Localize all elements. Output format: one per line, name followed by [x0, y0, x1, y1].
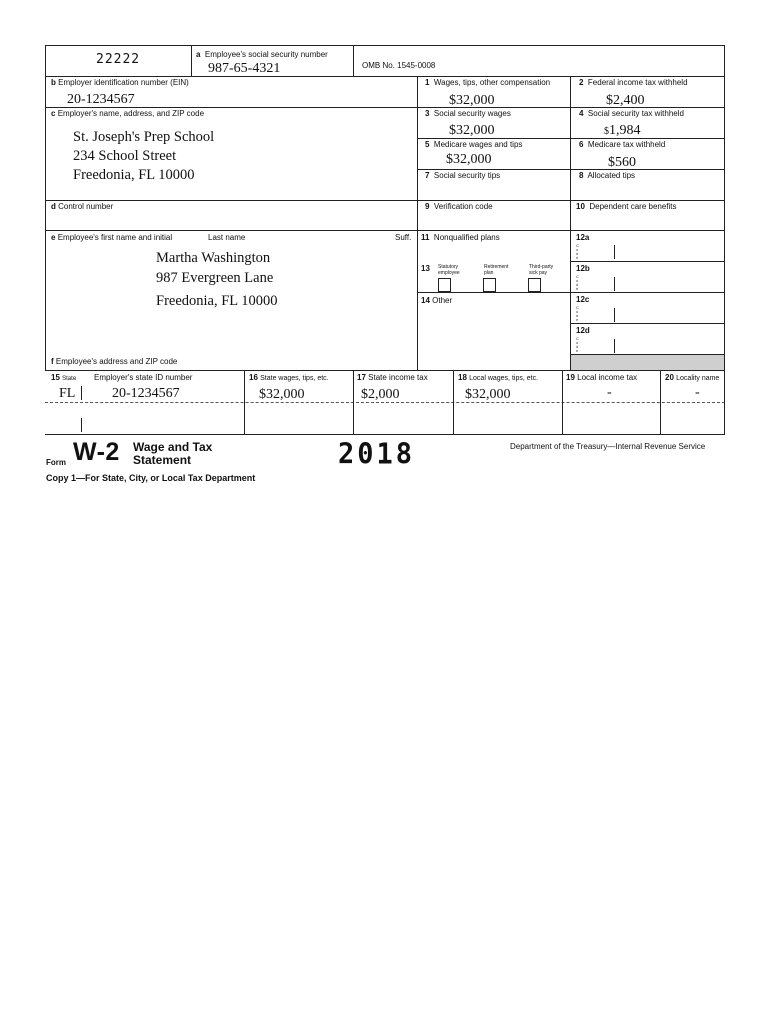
box-8-label	[579, 171, 635, 181]
box-1-label	[425, 78, 550, 88]
box-5-number: 5	[425, 140, 430, 149]
box-c-label	[51, 109, 204, 119]
shaded-area	[571, 355, 724, 370]
box-f-label	[51, 357, 177, 367]
box-19-label	[566, 373, 637, 383]
box-15-label-text: State	[62, 376, 77, 382]
box-e-label-text: Employee's first name and initial	[57, 233, 173, 242]
box-20-label-text: Locality name	[676, 375, 720, 382]
box-c-letter: c	[51, 109, 56, 118]
rule-a-omb	[353, 45, 354, 76]
rule-row-b	[45, 76, 725, 77]
rule-17-18	[453, 370, 454, 434]
box-e-label	[51, 233, 172, 243]
box-19-value[interactable]: -	[607, 385, 612, 400]
box-8-label-text: Allocated tips	[587, 171, 636, 180]
state-sep-2	[81, 418, 82, 432]
rule-mid-right-split	[570, 76, 571, 370]
ssn-value[interactable]: 987-65-4321	[208, 61, 281, 76]
box-6-value[interactable]: $560	[608, 155, 636, 170]
employer-address-line2[interactable]: 234 School Street	[73, 148, 177, 164]
third-party-sick-pay-checkbox[interactable]	[528, 278, 541, 292]
box-4-number: 4	[579, 109, 584, 118]
rule-void-a	[191, 45, 192, 76]
rule-row-7	[417, 169, 725, 170]
form-title-line1: Wage and Tax	[133, 440, 213, 454]
box-12c-number: 12c	[576, 295, 590, 304]
box-3-value[interactable]: $32,000	[449, 123, 495, 138]
code-sep-12d	[614, 339, 615, 353]
employer-address-line3[interactable]: Freedonia, FL 10000	[73, 167, 195, 183]
box-10-label-text: Dependent care benefits	[589, 202, 677, 211]
box-12d-label	[576, 326, 590, 336]
box-6-number: 6	[579, 140, 584, 149]
box-14-number: 14	[421, 296, 430, 305]
box-14-label-text: Other	[432, 296, 453, 305]
box-13-number: 13	[421, 264, 430, 273]
box-11-label	[421, 233, 500, 243]
code-sep-12a	[614, 245, 615, 259]
box-4-value[interactable]	[604, 123, 641, 140]
box-20-label	[665, 373, 719, 384]
box-16-number: 16	[249, 373, 258, 382]
rule-12b	[570, 261, 725, 262]
box-1-number: 1	[425, 78, 430, 87]
rule-16-17	[353, 370, 354, 434]
box-3-number: 3	[425, 109, 430, 118]
box-d-label-text: Control number	[58, 202, 114, 211]
box-12a-label	[576, 233, 589, 243]
box-a-letter: a	[196, 50, 201, 59]
employee-name[interactable]: Martha Washington	[156, 250, 271, 266]
employer-name-line1[interactable]: St. Joseph's Prep School	[73, 129, 215, 145]
box-12a-number: 12a	[576, 233, 590, 242]
box-3-label-text: Social security wages	[433, 109, 511, 118]
box-9-label	[425, 202, 493, 212]
form-right-border	[724, 45, 725, 434]
box-17-number: 17	[357, 373, 366, 382]
box-13-label	[421, 264, 430, 274]
box-15-number: 15	[51, 373, 60, 382]
box-d-letter: d	[51, 202, 56, 211]
box-c-label-text: Employer's name, address, and ZIP code	[57, 109, 205, 118]
form-name: W-2	[73, 438, 120, 466]
box-12d-number: 12d	[576, 326, 590, 335]
box-20-value[interactable]: -	[695, 385, 700, 400]
box-12c-code-caption: Code	[576, 305, 579, 322]
box-b-letter: b	[51, 78, 56, 87]
state-id-label: Employer's state ID number	[94, 373, 193, 382]
box-8-number: 8	[579, 171, 584, 180]
code-sep-12c	[614, 308, 615, 322]
last-name-label: Last name	[208, 233, 246, 242]
department-label: Department of the Treasury—Internal Revenue Service	[510, 442, 706, 451]
box-7-label	[425, 171, 500, 181]
box-4-label-text: Social security tax withheld	[587, 109, 684, 118]
box-b-label	[51, 78, 189, 88]
form-top-border	[45, 45, 725, 46]
box-12b-label	[576, 264, 590, 274]
box-6-label-text: Medicare tax withheld	[587, 140, 666, 149]
box-b-label-text: Employer identification number (EIN)	[58, 78, 189, 87]
third-party-sick-pay-label: Third-party sick pay	[529, 264, 554, 276]
box-1-value[interactable]: $32,000	[449, 93, 495, 108]
box-12b-number: 12b	[576, 264, 590, 273]
retirement-plan-label: Retirement plan	[484, 264, 509, 276]
box-11-number: 11	[421, 233, 430, 242]
box-5-label	[425, 140, 522, 150]
void-code: 22222	[96, 52, 141, 67]
rule-row-d	[45, 200, 725, 201]
box-15-label	[51, 373, 76, 384]
rule-19-20	[660, 370, 661, 434]
box-19-number: 19	[566, 373, 575, 382]
rule-row-15	[45, 370, 725, 371]
box-9-label-text: Verification code	[433, 202, 493, 211]
box-4-label	[579, 109, 684, 119]
suffix-label: Suff.	[395, 233, 412, 242]
box-18-label	[458, 373, 538, 384]
state-id-value[interactable]: 20-1234567	[112, 386, 180, 401]
box-7-number: 7	[425, 171, 430, 180]
box-2-number: 2	[579, 78, 584, 87]
form-word: Form	[46, 458, 66, 467]
box-18-number: 18	[458, 373, 467, 382]
box-17-label-text: State income tax	[368, 373, 428, 382]
rule-row-e	[45, 230, 725, 231]
box-12d-code-caption: Code	[576, 336, 579, 353]
code-sep-12b	[614, 277, 615, 291]
box-1-label-text: Wages, tips, other compensation	[433, 78, 551, 87]
box-9-number: 9	[425, 202, 430, 211]
box-16-value[interactable]: $32,000	[259, 387, 305, 402]
employee-address-line1[interactable]: 987 Evergreen Lane	[156, 270, 274, 286]
box-12b-code-caption: Code	[576, 274, 579, 291]
rule-15-16	[244, 370, 245, 434]
statutory-employee-checkbox[interactable]	[438, 278, 451, 292]
box-10-label	[576, 202, 677, 212]
box-18-label-text: Local wages, tips, etc.	[469, 375, 539, 382]
box-12c-label	[576, 295, 589, 305]
box-a-label-text: Employee's social security number	[204, 50, 328, 59]
box-7-label-text: Social security tips	[433, 171, 501, 180]
box-4-currency: $	[604, 126, 609, 137]
state-sep-1	[81, 386, 82, 400]
box-2-value[interactable]: $2,400	[606, 93, 645, 108]
rule-row-14	[417, 292, 725, 293]
box-f-label-text: Employee's address and ZIP code	[55, 357, 178, 366]
box-12a-code-caption: Code	[576, 243, 579, 260]
box-11-label-text: Nonqualified plans	[433, 233, 500, 242]
rule-12d	[570, 323, 725, 324]
omb-number: OMB No. 1545-0008	[362, 61, 436, 70]
box-17-label	[357, 373, 428, 383]
ein-value[interactable]: 20-1234567	[67, 92, 135, 107]
box-d-label	[51, 202, 113, 212]
box-14-label	[421, 296, 452, 306]
statutory-employee-label: Statutory employee	[438, 264, 460, 276]
box-5-value[interactable]: $32,000	[446, 152, 492, 167]
box-20-number: 20	[665, 373, 674, 382]
copy-label: Copy 1—For State, City, or Local Tax Department	[46, 473, 256, 483]
box-6-label	[579, 140, 665, 150]
rule-left-right-split	[417, 76, 418, 370]
box-2-label-text: Federal income tax withheld	[587, 78, 688, 87]
box-2-label	[579, 78, 688, 88]
form-left-border	[45, 45, 46, 370]
box-5-label-text: Medicare wages and tips	[433, 140, 523, 149]
box-16-label-text: State wages, tips, etc.	[260, 375, 329, 382]
rule-18-19	[562, 370, 563, 434]
box-f-letter: f	[51, 357, 54, 366]
box-e-letter: e	[51, 233, 56, 242]
box-4-amount: 1,984	[609, 123, 641, 138]
box-17-value[interactable]: $2,000	[361, 387, 400, 402]
box-10-number: 10	[576, 202, 585, 211]
box-a-label	[196, 50, 328, 60]
box-19-label-text: Local income tax	[577, 373, 638, 382]
employee-address-line2[interactable]: Freedonia, FL 10000	[156, 293, 278, 309]
form-bottom-border	[45, 434, 725, 435]
tax-year: 2018	[338, 438, 416, 471]
box-18-value[interactable]: $32,000	[465, 387, 511, 402]
box-3-label	[425, 109, 511, 119]
state-value[interactable]: FL	[59, 386, 76, 401]
retirement-plan-checkbox[interactable]	[483, 278, 496, 292]
form-title-line2: Statement	[133, 453, 192, 467]
box-16-label	[249, 373, 329, 384]
